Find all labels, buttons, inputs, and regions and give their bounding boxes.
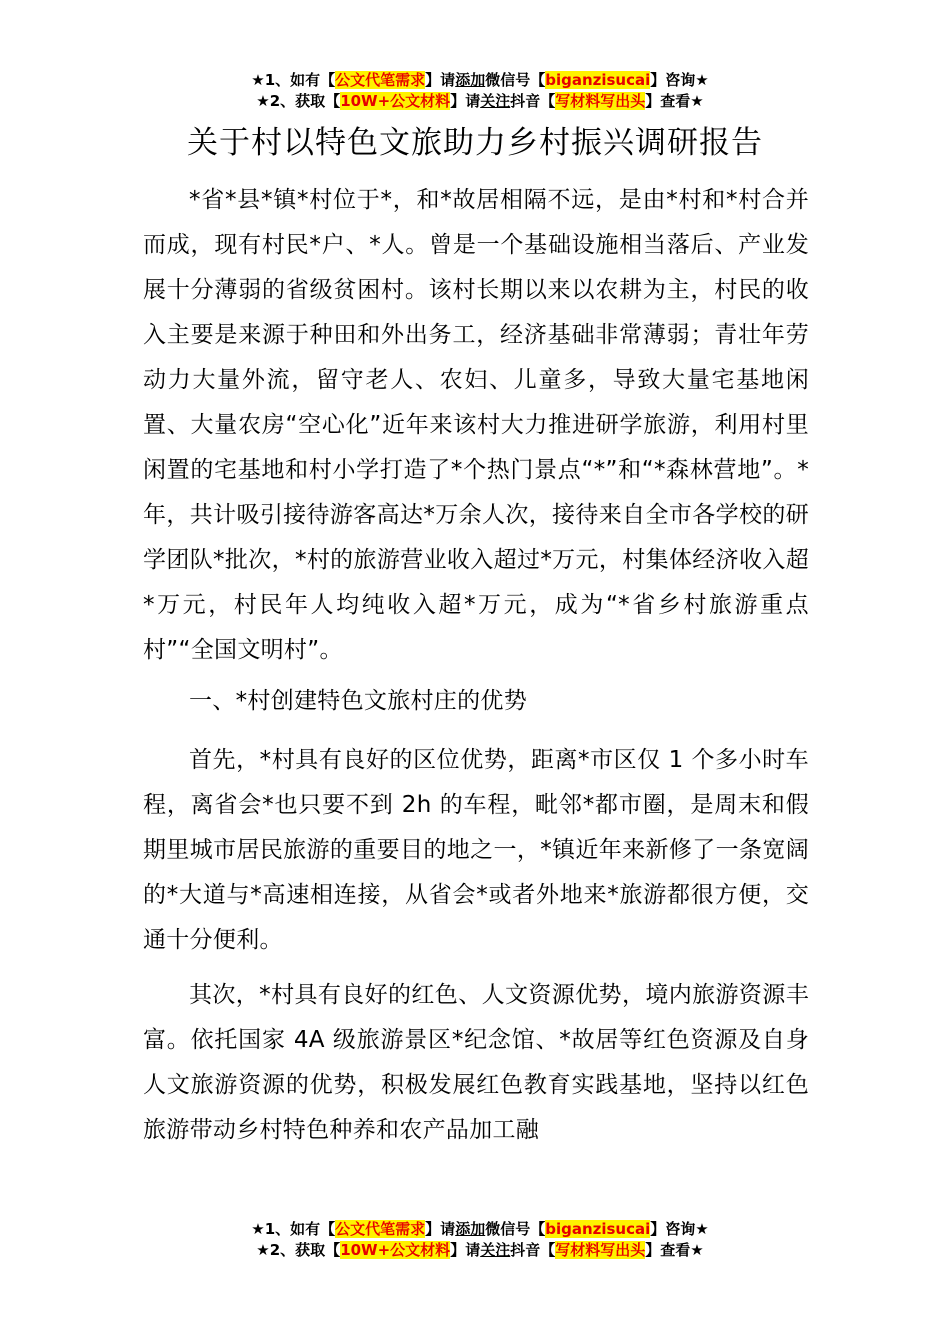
document-body [143, 178, 809, 1159]
banner-line-1: ★1、如有【公文代笔需求】请添加微信号【biganzisucai】咨询★ [251, 1220, 709, 1238]
paragraph-location: 首先，*村具有良好的区位优势，距离*市区仅 1 个多小时车程，离省会*也只要不到 2h 的车程，毗邻*都市圈，是周末和假期里城市居民旅游的重要目的地之一，*镇近年来新修了一条宽阔的*大道与*高速相连接，从省会*或者外地来*旅游都很方便，交通十分便利。 [143, 747, 809, 953]
banner-line-1: ★1、如有【公文代笔需求】请添加微信号【biganzisucai】咨询★ [251, 71, 709, 89]
paragraph-resources: 其次，*村具有良好的红色、人文资源优势，境内旅游资源丰富。依托国家 4A 级旅游景区*纪念馆、*故居等红色资源及自身人文旅游资源的优势，积极发展红色教育实践基地，坚持以红色旅游带动乡村特色种养和农产品加工融 [143, 982, 809, 1143]
paragraph-intro: *省*县*镇*村位于*，和*故居相隔不远，是由*村和*村合并而成，现有村民*户、*人。曾是一个基础设施相当落后、产业发展十分薄弱的省级贫困村。该村长期以来以农耕为主，村民的收入主要是来源于种田和外出务工，经济基础非常薄弱；青壮年劳动力大量外流，留守老人、农妇、儿童多，导致大量宅基地闲置、大量农房“空心化”近年来该村大力推进研学旅游，利用村里闲置的宅基地和村小学打造了*个热门景点“*”和“*森林营地”。*年，共计吸引接待游客高达*万余人次，接待来自全市各学校的研学团队*批次，*村的旅游营业收入超过*万元，村集体经济收入超*万元，村民年人均纯收入超*万元，成为“*省乡村旅游重点村”“全国文明村”。 [143, 187, 809, 663]
section-heading: 一、*村创建特色文旅村庄的优势 [189, 688, 527, 714]
document-title: 关于村以特色文旅助力乡村振兴调研报告 [187, 125, 763, 161]
banner-line-2: ★2、获取【10W+公文材料】请关注抖音【写材料写出头】查看★ [256, 92, 704, 110]
header-banner [0, 70, 950, 112]
banner-line-2: ★2、获取【10W+公文材料】请关注抖音【写材料写出头】查看★ [256, 1241, 704, 1259]
footer-banner [0, 1219, 950, 1261]
